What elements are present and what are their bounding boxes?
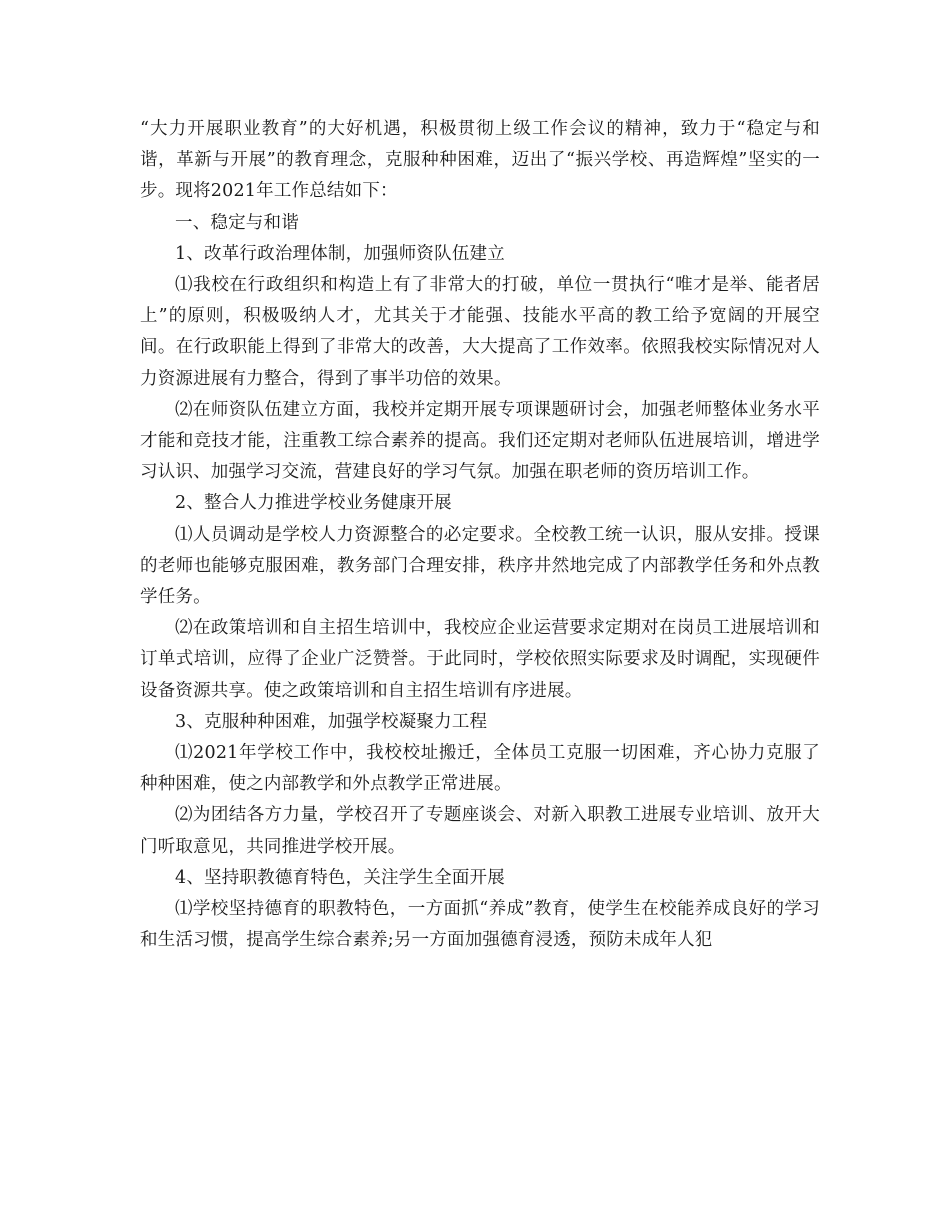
paragraph: “大力开展职业教育”的大好机遇，积极贯彻上级工作会议的精神，致力于“稳定与和谐，革新与开展”的教育理念，克服种种困难，迈出了“振兴学校、再造辉煌”坚实的一步。现将2021年工作总结如下： (140, 119, 820, 202)
paragraph: 一、稳定与和谐 (175, 212, 299, 233)
paragraph: ⑴我校在行政组织和构造上有了非常大的打破，单位一贯执行“唯才是举、能者居上”的原则，积极吸纳人才，尤其关于才能强、技能水平高的教工给予宽阔的开展空间。在行政职能上得到了非常大的改善，大大提高了工作效率。依照我校实际情况对人力资源进展有力整合，得到了事半功倍的效果。 (140, 275, 820, 389)
document-body (140, 114, 820, 956)
paragraph: ⑵在师资队伍建立方面，我校并定期开展专项课题研讨会，加强老师整体业务水平才能和竞技才能，注重教工综合素养的提高。我们还定期对老师队伍进展培训，增进学习认识、加强学习交流，营建良好的学习气氛。加强在职老师的资历培训工作。 (140, 399, 820, 483)
paragraph: 3、克服种种困难，加强学校凝聚力工程 (175, 711, 488, 732)
paragraph: ⑵在政策培训和自主招生培训中，我校应企业运营要求定期对在岗员工进展培训和订单式培训，应得了企业广泛赞誉。于此同时，学校依照实际要求及时调配，实现硬件设备资源共享。使之政策培训和自主招生培训有序进展。 (140, 618, 820, 701)
paragraph: 4、坚持职教德育特色，关注学生全面开展 (175, 867, 505, 888)
paragraph: 2、整合人力推进学校业务健康开展 (175, 493, 452, 514)
paragraph: ⑴2021年学校工作中，我校校址搬迁，全体员工克服一切困难，齐心协力克服了种种困难，使之内部教学和外点教学正常进展。 (140, 743, 820, 795)
paragraph: ⑴学校坚持德育的职教特色，一方面抓“养成”教育，使学生在校能养成良好的学习和生活习惯，提高学生综合素养;另一方面加强德育浸透，预防未成年人犯 (140, 899, 820, 951)
paragraph: 1、改革行政治理体制，加强师资队伍建立 (175, 243, 505, 264)
paragraph: ⑵为团结各方力量，学校召开了专题座谈会、对新入职教工进展专业培训、放开大门听取意见，共同推进学校开展。 (140, 805, 820, 857)
paragraph: ⑴人员调动是学校人力资源整合的必定要求。全校教工统一认识，服从安排。授课的老师也能够克服困难，教务部门合理安排，秩序井然地完成了内部教学任务和外点教学任务。 (140, 524, 820, 608)
